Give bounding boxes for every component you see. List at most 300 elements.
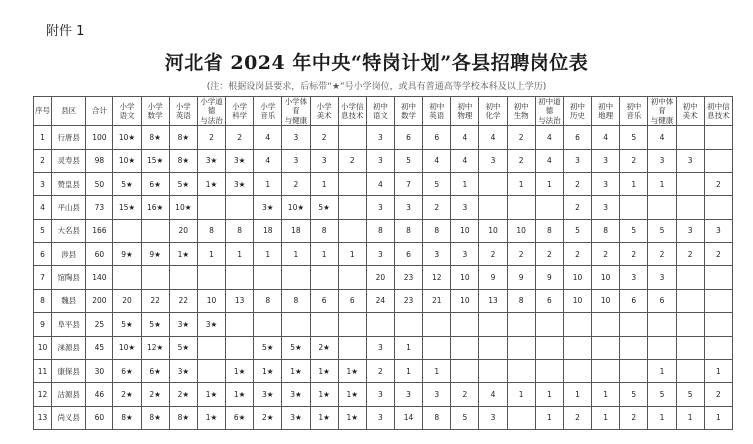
table-row (34, 149, 733, 172)
table-cell: 3 (479, 406, 507, 429)
table-cell: 2★ (254, 406, 282, 429)
table-cell: 3 (451, 243, 479, 266)
table-cell (563, 313, 591, 336)
table-cell: 166 (86, 219, 113, 242)
table-cell: 2★ (141, 383, 169, 406)
column-header (197, 97, 225, 126)
table-cell: 3★ (282, 406, 310, 429)
column-header-line: 小学 (260, 101, 276, 111)
table-cell: 2 (620, 406, 648, 429)
column-header-line: 与健康 (284, 115, 308, 125)
table-cell (535, 196, 563, 219)
county-cell: 魏县 (52, 289, 86, 312)
table-cell: 10★ (169, 196, 197, 219)
column-header (282, 97, 310, 126)
column-header-line: 小学信 (341, 101, 364, 111)
table-cell: 3 (394, 196, 422, 219)
table-cell: 8 (34, 289, 52, 312)
table-cell (592, 336, 620, 359)
table-cell: 10 (592, 289, 620, 312)
table-cell: 1 (592, 383, 620, 406)
recruitment-table (33, 96, 733, 430)
table-cell: 1 (423, 359, 451, 382)
table-cell: 1 (394, 336, 422, 359)
column-header (592, 97, 620, 126)
column-header-line: 初中 (626, 101, 642, 111)
table-row (34, 266, 733, 289)
table-cell (676, 172, 704, 195)
table-cell: 6 (394, 126, 422, 149)
column-header (423, 97, 451, 126)
table-cell: 2 (282, 172, 310, 195)
table-cell: 100 (86, 126, 113, 149)
table-cell: 3 (592, 149, 620, 172)
table-cell: 8 (310, 219, 338, 242)
table-cell (226, 336, 254, 359)
column-header (52, 97, 86, 126)
table-cell: 10 (563, 266, 591, 289)
table-cell (676, 289, 704, 312)
table-cell: 5 (423, 172, 451, 195)
table-cell: 1 (34, 126, 52, 149)
table-cell: 2 (676, 243, 704, 266)
county-cell: 涉县 (52, 243, 86, 266)
table-cell: 4 (592, 126, 620, 149)
table-cell: 98 (86, 149, 113, 172)
table-cell: 1 (338, 243, 366, 266)
table-cell: 3 (366, 149, 394, 172)
column-header-line: 息技术 (341, 111, 364, 121)
table-cell: 8 (535, 219, 563, 242)
table-cell: 3★ (254, 196, 282, 219)
table-cell: 11 (34, 359, 52, 382)
table-cell: 12 (34, 383, 52, 406)
table-cell: 22 (169, 289, 197, 312)
table-cell (648, 336, 676, 359)
table-cell: 3 (423, 383, 451, 406)
column-header (535, 97, 563, 126)
county-cell: 尚义县 (52, 406, 86, 429)
table-cell: 2 (563, 243, 591, 266)
table-cell (479, 359, 507, 382)
table-cell (479, 336, 507, 359)
table-cell: 2 (648, 243, 676, 266)
column-header-line: 初中道德 (538, 97, 561, 116)
table-cell (338, 336, 366, 359)
table-cell: 5 (648, 383, 676, 406)
table-cell: 5★ (169, 172, 197, 195)
table-cell: 2 (563, 172, 591, 195)
table-cell (704, 126, 732, 149)
table-cell: 2★ (169, 383, 197, 406)
table-cell: 30 (86, 359, 113, 382)
table-cell: 9★ (141, 243, 169, 266)
table-cell: 3★ (197, 149, 225, 172)
column-header-line: 初中 (682, 101, 698, 111)
column-header (704, 97, 732, 126)
table-cell: 20 (169, 219, 197, 242)
table-cell (620, 336, 648, 359)
table-cell: 2 (507, 126, 535, 149)
table-cell: 6 (563, 126, 591, 149)
table-cell: 20 (366, 266, 394, 289)
table-body (34, 126, 733, 430)
table-cell: 9 (507, 266, 535, 289)
column-header-line: 序号 (35, 106, 51, 116)
table-cell (197, 336, 225, 359)
table-cell: 12★ (141, 336, 169, 359)
table-cell: 4 (648, 126, 676, 149)
table-cell (310, 266, 338, 289)
table-cell: 8 (507, 289, 535, 312)
table-cell (704, 336, 732, 359)
table-cell: 13 (226, 289, 254, 312)
table-cell: 3★ (169, 359, 197, 382)
column-header-line: 合计 (91, 106, 107, 116)
column-header (226, 97, 254, 126)
table-cell (338, 266, 366, 289)
table-cell: 10 (34, 336, 52, 359)
table-cell: 2 (704, 172, 732, 195)
table-cell (479, 196, 507, 219)
table-cell: 7 (394, 172, 422, 195)
table-cell: 10 (197, 289, 225, 312)
table-cell: 3 (451, 196, 479, 219)
table-cell: 18 (254, 219, 282, 242)
table-cell: 5★ (282, 336, 310, 359)
table-row (34, 219, 733, 242)
table-cell: 8★ (141, 406, 169, 429)
table-cell: 3 (620, 266, 648, 289)
table-cell (451, 336, 479, 359)
table-cell: 60 (86, 406, 113, 429)
table-cell: 3 (282, 126, 310, 149)
table-cell: 10 (479, 219, 507, 242)
table-cell: 5★ (141, 313, 169, 336)
table-cell: 2 (197, 126, 225, 149)
column-header (310, 97, 338, 126)
column-header-line: 数学 (147, 111, 163, 121)
table-cell (197, 196, 225, 219)
column-header-line: 语文 (372, 111, 388, 121)
column-header-line: 小学 (316, 101, 332, 111)
table-cell: 24 (366, 289, 394, 312)
table-cell: 1★ (226, 359, 254, 382)
table-cell: 10 (507, 219, 535, 242)
column-header-line: 与法治 (200, 115, 223, 125)
table-cell: 4 (479, 383, 507, 406)
column-header-line: 初中 (401, 101, 417, 111)
table-cell: 3 (310, 149, 338, 172)
table-cell (226, 313, 254, 336)
table-cell (451, 313, 479, 336)
column-header-line: 数学 (401, 111, 417, 121)
table-cell: 14 (394, 406, 422, 429)
table-cell: 5 (648, 219, 676, 242)
table-cell: 7 (34, 266, 52, 289)
table-cell (704, 289, 732, 312)
table-cell: 1★ (310, 383, 338, 406)
table-cell: 10 (563, 289, 591, 312)
table-cell: 3 (479, 149, 507, 172)
table-cell (310, 313, 338, 336)
table-cell: 2 (704, 383, 732, 406)
county-cell: 沽源县 (52, 383, 86, 406)
table-cell: 1★ (310, 359, 338, 382)
table-cell: 1 (535, 383, 563, 406)
table-cell (704, 266, 732, 289)
table-cell (338, 126, 366, 149)
column-header (113, 97, 141, 126)
table-cell: 2 (563, 196, 591, 219)
table-cell: 8★ (169, 149, 197, 172)
table-row (34, 336, 733, 359)
table-cell (113, 219, 141, 242)
table-cell (169, 266, 197, 289)
table-cell: 10 (451, 289, 479, 312)
table-cell: 8 (366, 219, 394, 242)
table-cell (338, 313, 366, 336)
table-cell: 5★ (113, 313, 141, 336)
table-cell (704, 149, 732, 172)
table-row (34, 406, 733, 429)
table-cell: 4 (254, 149, 282, 172)
table-cell (479, 172, 507, 195)
table-cell: 1 (282, 243, 310, 266)
table-cell: 1★ (226, 383, 254, 406)
header-row (34, 97, 733, 126)
table-cell (338, 172, 366, 195)
table-cell: 6 (620, 289, 648, 312)
table-cell: 3 (366, 383, 394, 406)
table-cell: 2 (592, 243, 620, 266)
table-cell (535, 313, 563, 336)
table-cell: 8★ (169, 126, 197, 149)
table-cell: 1★ (338, 383, 366, 406)
table-cell: 23 (394, 289, 422, 312)
table-cell: 2 (451, 383, 479, 406)
table-cell: 16★ (141, 196, 169, 219)
table-cell: 1 (197, 243, 225, 266)
table-cell: 1★ (197, 406, 225, 429)
column-header-line: 与法治 (538, 115, 561, 125)
table-cell (113, 266, 141, 289)
table-cell: 8★ (169, 406, 197, 429)
table-cell: 10 (592, 266, 620, 289)
table-cell (338, 219, 366, 242)
table-cell: 5 (620, 383, 648, 406)
table-cell: 6 (310, 289, 338, 312)
column-header-line: 音乐 (260, 111, 276, 121)
table-cell (535, 336, 563, 359)
table-cell: 2 (620, 243, 648, 266)
county-cell: 灵寿县 (52, 149, 86, 172)
table-cell: 3 (394, 383, 422, 406)
table-cell: 45 (86, 336, 113, 359)
column-header-line: 化学 (485, 111, 501, 121)
column-header-line: 初中 (429, 101, 445, 111)
table-cell: 2 (338, 149, 366, 172)
table-cell: 4 (423, 149, 451, 172)
table-cell: 8 (423, 219, 451, 242)
table-cell: 8 (423, 406, 451, 429)
table-cell: 1 (535, 406, 563, 429)
table-cell: 8 (254, 289, 282, 312)
table-cell: 10★ (282, 196, 310, 219)
table-cell (704, 196, 732, 219)
county-cell: 行唐县 (52, 126, 86, 149)
column-header (86, 97, 113, 126)
table-cell: 6 (34, 243, 52, 266)
table-cell: 4 (254, 126, 282, 149)
table-cell (282, 313, 310, 336)
table-cell: 3★ (197, 313, 225, 336)
table-cell (451, 359, 479, 382)
table-cell (592, 313, 620, 336)
table-cell: 4 (535, 126, 563, 149)
column-header-line: 初中 (485, 101, 501, 111)
county-cell: 康保县 (52, 359, 86, 382)
table-cell (563, 359, 591, 382)
table-cell: 20 (113, 289, 141, 312)
column-header-line: 小学 (147, 101, 163, 111)
table-cell: 6 (394, 243, 422, 266)
column-header (479, 97, 507, 126)
table-cell: 3★ (282, 383, 310, 406)
table-cell: 8 (394, 219, 422, 242)
table-row (34, 359, 733, 382)
table-cell: 10 (451, 266, 479, 289)
table-cell: 13 (34, 406, 52, 429)
county-cell: 馆陶县 (52, 266, 86, 289)
table-cell: 3 (366, 336, 394, 359)
table-row (34, 289, 733, 312)
table-cell: 1★ (338, 406, 366, 429)
table-cell: 8 (282, 289, 310, 312)
table-cell: 2 (479, 243, 507, 266)
table-cell (507, 313, 535, 336)
table-cell: 9 (34, 313, 52, 336)
table-cell (620, 313, 648, 336)
table-cell: 5★ (310, 196, 338, 219)
table-cell: 9★ (113, 243, 141, 266)
column-header (141, 97, 169, 126)
table-cell: 3 (592, 172, 620, 195)
column-header (338, 97, 366, 126)
table-cell (254, 266, 282, 289)
table-cell: 6 (648, 289, 676, 312)
table-cell (479, 313, 507, 336)
table-cell: 3★ (254, 383, 282, 406)
table-cell: 1★ (338, 359, 366, 382)
table-cell: 1★ (282, 359, 310, 382)
column-header-line: 初中体育 (650, 97, 674, 116)
table-cell (226, 196, 254, 219)
table-cell: 2 (563, 406, 591, 429)
table-cell: 3 (563, 149, 591, 172)
table-cell: 10★ (113, 149, 141, 172)
table-cell (507, 406, 535, 429)
table-cell: 2 (704, 243, 732, 266)
table-cell: 4 (479, 126, 507, 149)
table-cell: 1 (648, 406, 676, 429)
table-cell: 2 (507, 149, 535, 172)
table-cell: 1★ (254, 359, 282, 382)
table-cell: 6★ (226, 406, 254, 429)
table-cell: 1 (254, 243, 282, 266)
table-cell: 10★ (113, 336, 141, 359)
column-header-line: 初中 (372, 101, 388, 111)
table-cell: 8 (592, 219, 620, 242)
table-cell: 1 (620, 172, 648, 195)
table-cell: 2 (423, 196, 451, 219)
table-cell (507, 336, 535, 359)
table-cell: 25 (86, 313, 113, 336)
table-cell (338, 196, 366, 219)
table-cell (592, 359, 620, 382)
table-cell: 1 (704, 406, 732, 429)
table-cell: 3 (423, 243, 451, 266)
table-cell (676, 313, 704, 336)
column-header (254, 97, 282, 126)
table-cell: 2 (620, 149, 648, 172)
table-cell: 8 (197, 219, 225, 242)
table-cell: 2 (366, 359, 394, 382)
table-cell (254, 313, 282, 336)
table-cell: 3 (648, 149, 676, 172)
column-header-line: 地理 (598, 111, 614, 121)
table-cell: 6★ (141, 359, 169, 382)
table-row (34, 172, 733, 195)
column-header-line: 小学道德 (200, 97, 223, 116)
column-header-line: 初中 (570, 101, 585, 111)
column-header-line: 小学体育 (284, 97, 308, 116)
table-cell: 1★ (197, 172, 225, 195)
table-cell (394, 313, 422, 336)
table-cell: 1 (254, 172, 282, 195)
table-cell (423, 313, 451, 336)
column-header-line: 小学 (175, 101, 191, 111)
table-cell (507, 359, 535, 382)
table-cell: 18 (282, 219, 310, 242)
table-cell: 8 (226, 219, 254, 242)
column-header (563, 97, 591, 126)
table-cell (197, 266, 225, 289)
table-cell: 46 (86, 383, 113, 406)
table-cell (704, 313, 732, 336)
column-header (169, 97, 197, 126)
table-cell: 2 (535, 243, 563, 266)
table-cell: 22 (141, 289, 169, 312)
column-header-line: 英语 (175, 111, 191, 121)
column-header-line: 小学 (119, 101, 135, 111)
table-cell: 10 (451, 219, 479, 242)
table-cell: 10★ (113, 126, 141, 149)
table-cell: 200 (86, 289, 113, 312)
table-cell: 1 (592, 406, 620, 429)
table-cell: 2★ (113, 383, 141, 406)
table-cell: 3 (282, 149, 310, 172)
table-cell (226, 266, 254, 289)
county-cell: 赞皇县 (52, 172, 86, 195)
table-cell: 4 (366, 172, 394, 195)
table-cell: 3 (366, 126, 394, 149)
table-cell: 6 (535, 289, 563, 312)
column-header (648, 97, 676, 126)
column-header (507, 97, 535, 126)
column-header-line: 与健康 (650, 115, 674, 125)
column-header-line: 科学 (232, 111, 248, 121)
